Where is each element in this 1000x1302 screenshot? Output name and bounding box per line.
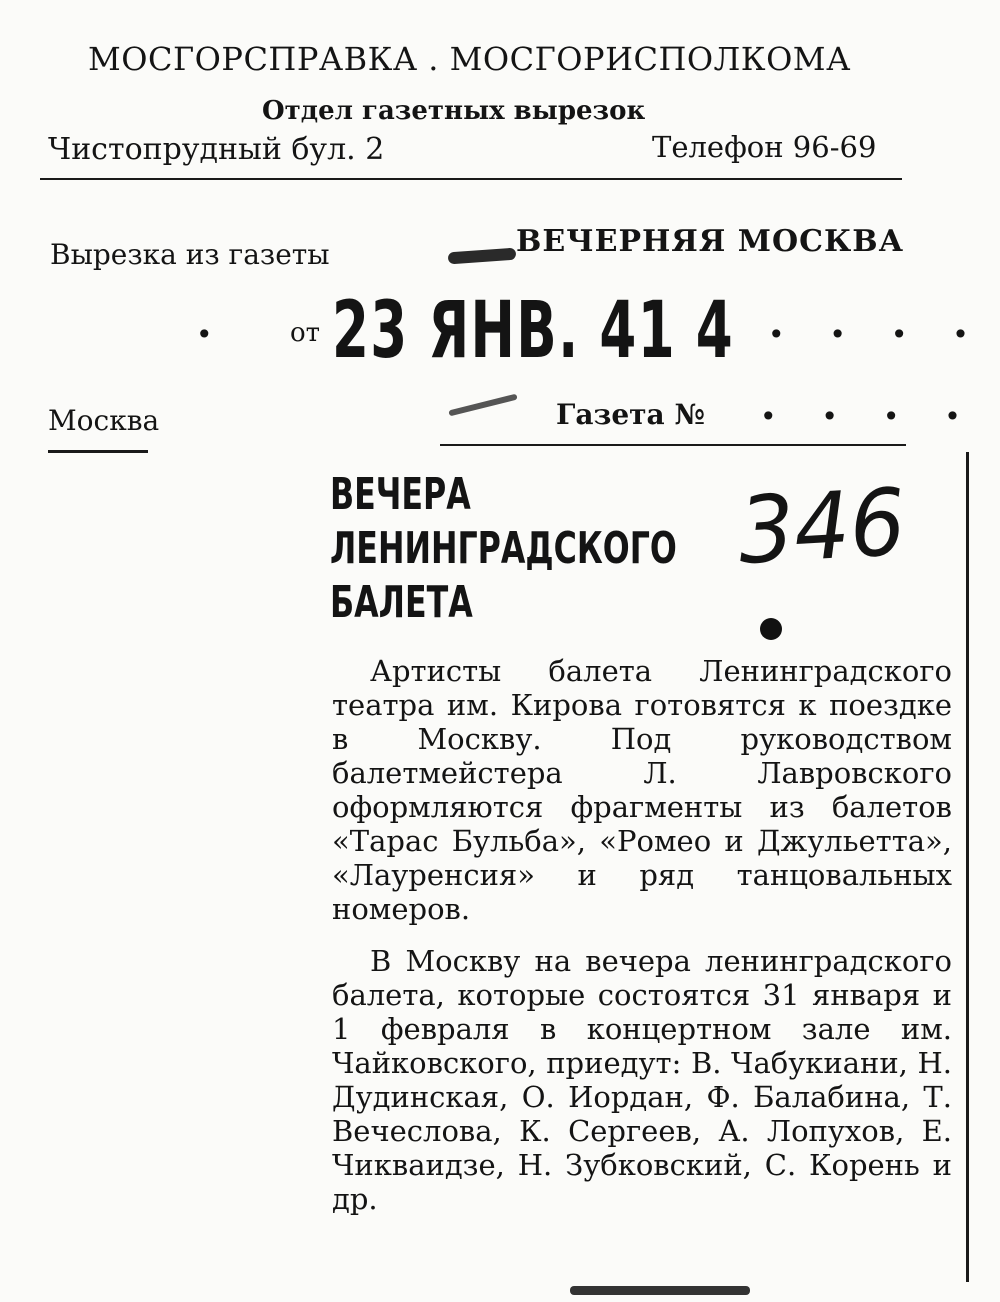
clipping-label: Вырезка из газеты — [50, 238, 330, 271]
article-headline — [330, 468, 677, 630]
header-phone: Телефон 96-69 — [652, 130, 877, 164]
ink-blot — [760, 618, 782, 640]
article-paragraph-2: В Москву на вечера ленинградского балета, которые состоятся 31 января и 1 февраля в концертном зале им. Чайковского, приедут: В. Чабукиани, Н. Дудинская, О. Иордан, Ф. Балабина, Т. Вечеслова, К. Сергеев, А. Лопухов, Е. Чикваидзе, Н. Зубковский, С. Корень и др. — [332, 944, 952, 1216]
headline-line-1: ВЕЧЕРА — [330, 469, 471, 520]
header-organization: МОСГОРСПРАВКА . МОСГОРИСПОЛКОМА — [88, 40, 851, 78]
headline-line-2: ЛЕНИНГРАДСКОГО — [330, 523, 677, 574]
paper-number-dots: • • • • — [760, 400, 979, 433]
city-label: Москва — [48, 404, 160, 437]
header-department: Отдел газетных вырезок — [262, 96, 646, 126]
date-trailing-dots: • • • • — [768, 318, 987, 351]
date-stamp: 23 ЯНВ. 41 4 — [332, 286, 735, 376]
newspaper-name: ВЕЧЕРНЯЯ МОСКВА — [516, 224, 905, 259]
pen-scribble — [448, 394, 517, 417]
header-address: Чистопрудный бул. 2 — [48, 132, 385, 167]
handwritten-number: 346 — [736, 468, 908, 585]
bottom-rule-mark — [570, 1286, 750, 1295]
date-prefix: от — [290, 318, 321, 348]
ink-smudge — [448, 248, 517, 265]
paper-number-label: Газета № — [556, 398, 705, 431]
article-paragraph-1: Артисты балета Ленинградского театра им. Кирова готовятся к поездке в Москву. Под руководством балетмейстера Л. Лавровского оформляются фрагменты из балетов «Тарас Бульба», «Ромео и Джульетта», «Лауренсия» и ряд танцовальных номеров. — [332, 654, 952, 926]
column-border — [966, 452, 969, 1282]
city-underline — [48, 450, 148, 453]
headline-line-3: БАЛЕТА — [330, 577, 473, 628]
header-rule — [40, 178, 902, 180]
section-rule — [440, 444, 906, 446]
date-leader-dots-left: • — [196, 318, 231, 351]
